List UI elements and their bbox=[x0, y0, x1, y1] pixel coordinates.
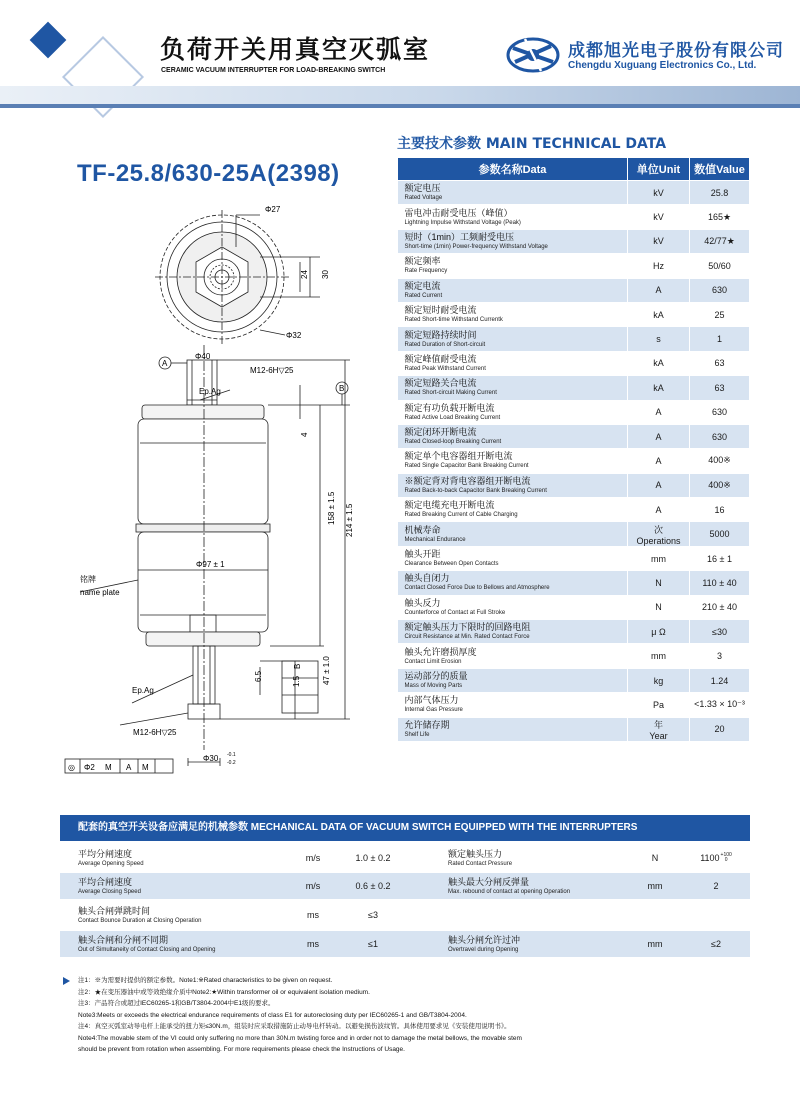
dim-24: 24 bbox=[300, 270, 309, 279]
mech-right-unit bbox=[628, 931, 682, 957]
mech-right-en: Rated Contact Pressure bbox=[448, 860, 513, 867]
mech-right-unit-text: N bbox=[651, 852, 659, 863]
param-name-en: Rated Peak Withstand Current bbox=[404, 365, 486, 372]
table-row bbox=[398, 620, 750, 644]
value-cell: 20 bbox=[690, 717, 750, 741]
param-name-cn: ※额定背对背电容器组开断电流 bbox=[404, 475, 531, 486]
value-cell: 110 ± 40 bbox=[690, 571, 750, 595]
unit-cell bbox=[628, 498, 690, 522]
unit-text: A bbox=[655, 407, 662, 418]
datum-a: A bbox=[162, 359, 168, 368]
param-name-en: Rated Breaking Current of Cable Charging bbox=[404, 512, 518, 519]
param-name-cn: 允许储存期 bbox=[404, 719, 450, 730]
param-name-en: Clearance Between Open Contacts bbox=[404, 561, 499, 568]
note-line: 注3：产品符合或超过IEC60265-1和GB/T3804-2004中E1级的要求。 bbox=[78, 1000, 275, 1007]
param-name-cn: 机械寿命 bbox=[404, 524, 441, 535]
param-name-cn: 额定有功负载开断电流 bbox=[404, 402, 495, 413]
table-row bbox=[398, 302, 750, 326]
value-cell: 63 bbox=[690, 351, 750, 375]
param-name-en: Rated Active Load Breaking Current bbox=[404, 414, 501, 421]
table-row bbox=[398, 571, 750, 595]
table-row bbox=[398, 278, 750, 302]
dim-d30bot: Φ30 bbox=[203, 754, 219, 763]
table-row bbox=[398, 400, 750, 424]
dim-4: 4 bbox=[300, 432, 309, 437]
param-name-en: Rated Back-to-back Capacitor Bank Breaking Current bbox=[404, 487, 547, 494]
note-line: should be prevent from rotation when assembling. For more requirements please check the Instructions of Usage. bbox=[78, 1046, 405, 1053]
note-line: 注4：真空灭弧室动导电杆上能承受的扭力矩≤30N.m，组装时应采取措施防止动导电杆转动。以避免损伤波纹管。具体使用要求见《安装使用说明书》。 bbox=[78, 1023, 511, 1030]
table-row bbox=[398, 693, 750, 717]
table-row bbox=[398, 546, 750, 570]
param-name-en: Rated Closed-loop Breaking Current bbox=[404, 439, 502, 446]
value-cell: 400※ bbox=[690, 473, 750, 497]
unit-text: kV bbox=[653, 187, 664, 198]
table-row bbox=[398, 424, 750, 448]
unit-text-2: Year bbox=[649, 730, 668, 741]
value-cell: 400※ bbox=[690, 449, 750, 473]
side-view bbox=[65, 345, 350, 773]
param-cell bbox=[398, 644, 628, 668]
mech-right-value bbox=[682, 845, 750, 871]
dim-d27: Φ27 bbox=[265, 205, 281, 214]
top-view bbox=[155, 210, 320, 345]
mech-left-value bbox=[338, 931, 408, 957]
param-cell bbox=[398, 571, 628, 595]
mech-right-value bbox=[682, 873, 750, 899]
dim-158: 158 ± 1.5 bbox=[327, 491, 336, 525]
header-value: 数值Value bbox=[690, 158, 750, 181]
mech-left-cn: 平均合闸速度 bbox=[78, 876, 133, 887]
param-name-cn: 额定电缆充电开断电流 bbox=[404, 500, 495, 511]
page-title-en: CERAMIC VACUUM INTERRUPTER FOR LOAD-BREAKING SWITCH bbox=[161, 67, 386, 74]
param-name-en: Rate Frequency bbox=[404, 268, 448, 275]
unit-text: kg bbox=[653, 675, 664, 686]
mech-right-param bbox=[448, 873, 628, 899]
mech-left-en: Out of Simultaneity of Contact Closing and Opening bbox=[78, 946, 216, 953]
gtol-val: Φ2 bbox=[84, 763, 95, 772]
param-cell bbox=[398, 400, 628, 424]
mech-right-en: Max. rebound of contact at opening Operation bbox=[448, 888, 571, 895]
param-name-en: Lightning Impulse Withstand Voltage (Peak) bbox=[404, 219, 521, 226]
param-name-cn: 内部气体压力 bbox=[404, 695, 459, 706]
dim-65: 6.5 bbox=[254, 670, 263, 682]
gtol-m2: M bbox=[142, 763, 149, 772]
unit-text: A bbox=[655, 431, 662, 442]
mech-left-value bbox=[338, 845, 408, 871]
value-cell: 63 bbox=[690, 376, 750, 400]
unit-text: Hz bbox=[653, 260, 664, 271]
dim-d30-tol-up: -0.1 bbox=[227, 752, 236, 758]
par-ref: B bbox=[293, 663, 302, 669]
param-name-en: Contact Closed Force Due to Bellows and Atmosphere bbox=[404, 585, 550, 592]
param-cell bbox=[398, 302, 628, 326]
param-name-cn: 触头反力 bbox=[404, 597, 441, 608]
value-cell: 5000 bbox=[690, 522, 750, 546]
param-name-en: Shelf Life bbox=[404, 731, 430, 738]
param-cell bbox=[398, 546, 628, 570]
mech-right-cn: 额定触头压力 bbox=[448, 848, 503, 859]
nameplate-en: name plate bbox=[80, 588, 120, 597]
param-name-en: Contact Limit Erosion bbox=[404, 658, 462, 665]
mech-left-en: Average Opening Speed bbox=[78, 860, 144, 867]
unit-text: kA bbox=[653, 382, 664, 393]
mech-left-param bbox=[78, 873, 288, 899]
header-band bbox=[0, 86, 800, 106]
unit-text-2: Operations bbox=[636, 535, 681, 546]
value-cell: 1.24 bbox=[690, 668, 750, 692]
table-header-row bbox=[398, 158, 750, 181]
model-number: TF-25.8/630-25A(2398) bbox=[77, 160, 340, 187]
param-name-cn: 额定频率 bbox=[404, 256, 441, 267]
param-cell bbox=[398, 254, 628, 278]
mech-right-en: Overtravel during Opening bbox=[448, 946, 519, 953]
param-name-cn: 触头允许磨损厚度 bbox=[404, 646, 477, 657]
interrupter-drawing bbox=[60, 195, 390, 795]
dim-d32: Φ32 bbox=[286, 331, 302, 340]
mech-left-value bbox=[338, 902, 408, 928]
unit-cell bbox=[628, 668, 690, 692]
note-line: 注2：★在变压器油中或等效绝缘介质中Note2:★Within transformer oil or equivalent isolation medium. bbox=[78, 988, 370, 996]
mech-right-unit bbox=[628, 845, 682, 871]
unit-text: mm bbox=[651, 553, 666, 564]
param-name-en: Mechanical Endurance bbox=[404, 536, 466, 543]
unit-cell bbox=[628, 376, 690, 400]
dim-30: 30 bbox=[321, 270, 330, 279]
param-name-en: Rated Short-time Withstand Currentk bbox=[404, 317, 503, 324]
table-row bbox=[398, 522, 750, 546]
table-row bbox=[398, 351, 750, 375]
mech-left-en: Contact Bounce Duration at Closing Operation bbox=[78, 917, 202, 924]
param-cell bbox=[398, 351, 628, 375]
mech-left-unit-text: ms bbox=[307, 909, 319, 920]
value-cell: 25 bbox=[690, 302, 750, 326]
value-cell: 1 bbox=[690, 327, 750, 351]
mech-left-value-text: 1.0 ± 0.2 bbox=[355, 852, 391, 863]
unit-text: kV bbox=[653, 236, 664, 247]
unit-cell bbox=[628, 571, 690, 595]
datum-b: B bbox=[339, 384, 345, 393]
mech-left-value-text: 0.6 ± 0.2 bbox=[355, 880, 391, 891]
mech-right-value bbox=[682, 931, 750, 957]
param-name-en: Internal Gas Pressure bbox=[404, 707, 463, 714]
param-name-cn: 额定单个电容器组开断电流 bbox=[404, 451, 513, 462]
par-val: 1.5 bbox=[292, 675, 301, 687]
notes bbox=[66, 975, 756, 1056]
dim-47: 47 ± 1.0 bbox=[322, 656, 331, 685]
dim-214: 214 ± 1.5 bbox=[345, 503, 354, 537]
unit-cell bbox=[628, 181, 690, 205]
param-cell bbox=[398, 181, 628, 205]
table-row bbox=[398, 254, 750, 278]
param-cell bbox=[398, 522, 628, 546]
param-name-cn: 额定触头压力下限时的回路电阻 bbox=[404, 622, 531, 633]
param-name-en: Mass of Moving Parts bbox=[404, 683, 463, 689]
mech-row bbox=[60, 873, 750, 899]
unit-text: A bbox=[655, 480, 662, 491]
tolerance-upper: +100 bbox=[720, 852, 732, 858]
table-row bbox=[398, 644, 750, 668]
header-unit: 单位Unit bbox=[628, 158, 690, 181]
table-row bbox=[398, 327, 750, 351]
value-cell: 42/77★ bbox=[690, 229, 750, 253]
mech-right-unit-text: mm bbox=[647, 880, 663, 891]
unit-text: μ Ω bbox=[651, 626, 666, 637]
company-name-cn: 成都旭光电子股份有限公司 bbox=[568, 41, 784, 61]
mech-right-cn: 触头分闸允许过冲 bbox=[448, 934, 521, 945]
param-name-cn: 额定短路持续时间 bbox=[404, 329, 477, 340]
table-row bbox=[398, 229, 750, 253]
unit-text: 次 bbox=[653, 524, 663, 535]
unit-text: kA bbox=[653, 358, 664, 369]
param-name-cn: 雷电冲击耐受电压（峰值） bbox=[404, 207, 513, 218]
value-cell: 25.8 bbox=[690, 181, 750, 205]
param-name-cn: 额定峰值耐受电流 bbox=[404, 353, 477, 364]
param-name-en: Rated Voltage bbox=[404, 195, 443, 202]
thread-top: M12-6H▽25 bbox=[250, 366, 294, 375]
mech-right-cn: 触头最大分闸反弹量 bbox=[448, 876, 530, 887]
unit-text: A bbox=[655, 285, 662, 296]
unit-text: mm bbox=[651, 651, 666, 662]
gtol-sym: ◎ bbox=[68, 763, 75, 772]
unit-text: N bbox=[655, 577, 662, 588]
mech-right-param bbox=[448, 931, 628, 957]
param-name-en: Circuit Resistance at Min. Rated Contact Force bbox=[404, 634, 530, 641]
param-cell bbox=[398, 449, 628, 473]
table-row bbox=[398, 376, 750, 400]
mech-left-cn: 触头合闸和分闸不同期 bbox=[78, 934, 169, 945]
main-technical-table bbox=[397, 157, 750, 742]
param-name-cn: 触头自闭力 bbox=[404, 573, 450, 584]
mech-left-value-text: ≤1 bbox=[368, 938, 378, 949]
dim-d30-tol-dn: -0.2 bbox=[227, 760, 236, 766]
header-diamond-icon bbox=[30, 22, 67, 59]
unit-cell bbox=[628, 717, 690, 741]
value-cell: 50/60 bbox=[690, 254, 750, 278]
unit-cell bbox=[628, 473, 690, 497]
nameplate-cn: 铭牌 bbox=[80, 575, 96, 584]
value-cell: 165★ bbox=[690, 205, 750, 229]
param-name-en: Short-time (1min) Power-frequency Withstand Voltage bbox=[404, 243, 548, 250]
company-name-en: Chengdu Xuguang Electronics Co., Ltd. bbox=[568, 60, 757, 71]
value-cell: 16 bbox=[690, 498, 750, 522]
thread-bot: M12-6H▽25 bbox=[133, 728, 177, 737]
param-name-en: Rated Short-circuit Making Current bbox=[404, 390, 497, 397]
epag-top: Ep.Ag bbox=[199, 387, 221, 396]
header-param: 参数名称Data bbox=[398, 158, 628, 181]
note-line: 注1：※为需要时提供的额定参数。Note1:※Rated characteristics to be given on request. bbox=[78, 977, 333, 984]
param-name-cn: 运动部分的质量 bbox=[404, 671, 468, 681]
unit-cell bbox=[628, 595, 690, 619]
unit-text: A bbox=[655, 455, 662, 466]
mech-left-cn: 触头合闸弹跳时间 bbox=[78, 905, 151, 916]
unit-cell bbox=[628, 449, 690, 473]
mech-left-unit-text: m/s bbox=[305, 880, 321, 891]
table-row bbox=[398, 181, 750, 205]
unit-text: kV bbox=[653, 212, 664, 223]
mechanical-table-title: 配套的真空开关设备应满足的机械参数 MECHANICAL DATA OF VACUUM SWITCH EQUIPPED WITH THE INTERRUPTERS bbox=[60, 815, 750, 841]
dim-d40: Φ40 bbox=[195, 352, 211, 361]
param-name-cn: 额定电流 bbox=[404, 280, 441, 291]
param-cell bbox=[398, 498, 628, 522]
value-cell: 16 ± 1 bbox=[690, 546, 750, 570]
tolerance-lower: 0 bbox=[724, 857, 728, 863]
unit-text: N bbox=[655, 602, 662, 613]
param-name-en: Rated Single Capacitor Bank Breaking Current bbox=[404, 463, 529, 470]
unit-cell bbox=[628, 278, 690, 302]
mech-right-unit-text: mm bbox=[647, 938, 663, 949]
notes-arrow-icon bbox=[63, 977, 70, 985]
param-cell bbox=[398, 229, 628, 253]
param-cell bbox=[398, 205, 628, 229]
mech-left-unit bbox=[288, 931, 338, 957]
table-row bbox=[398, 717, 750, 741]
unit-cell bbox=[628, 327, 690, 351]
unit-cell bbox=[628, 644, 690, 668]
note-line: Note4:The movable stem of the VI could only suffering no more than 30N.m twisting force and in order not to damage the metal bellows, the movable stem bbox=[78, 1034, 522, 1042]
company-logo-icon bbox=[505, 34, 561, 76]
unit-cell bbox=[628, 205, 690, 229]
unit-text: 年 bbox=[653, 719, 663, 730]
header-band-line bbox=[0, 104, 800, 108]
value-cell: ≤30 bbox=[690, 620, 750, 644]
param-cell bbox=[398, 376, 628, 400]
mech-right-value-text: 2 bbox=[713, 880, 719, 891]
mech-left-en: Average Closing Speed bbox=[78, 888, 141, 895]
mech-left-value bbox=[338, 873, 408, 899]
param-name-en: Counterforce of Contact at Full Stroke bbox=[404, 609, 506, 616]
page-title-cn: 负荷开关用真空灭弧室 bbox=[160, 35, 431, 64]
mech-row bbox=[60, 931, 750, 957]
param-name-cn: 额定短时耐受电流 bbox=[404, 305, 477, 316]
gtol-ref: A bbox=[126, 763, 132, 772]
mech-left-unit bbox=[288, 902, 338, 928]
mech-left-param bbox=[78, 931, 288, 957]
unit-cell bbox=[628, 424, 690, 448]
param-name-cn: 触头开距 bbox=[404, 549, 441, 560]
param-cell bbox=[398, 278, 628, 302]
param-name-cn: 额定闭环开断电流 bbox=[404, 427, 477, 438]
unit-cell bbox=[628, 229, 690, 253]
table-row bbox=[398, 595, 750, 619]
param-cell bbox=[398, 595, 628, 619]
param-name-cn: 短时（1min）工频耐受电压 bbox=[404, 231, 515, 242]
table-row bbox=[398, 498, 750, 522]
gtol-m: M bbox=[105, 763, 112, 772]
param-name-en: Rated Duration of Short-circuit bbox=[404, 341, 486, 348]
mech-right-value-text: 1100 bbox=[700, 852, 720, 863]
value-cell: 630 bbox=[690, 278, 750, 302]
value-cell: 630 bbox=[690, 400, 750, 424]
unit-cell bbox=[628, 400, 690, 424]
mech-left-unit-text: m/s bbox=[305, 852, 321, 863]
unit-text: s bbox=[656, 334, 661, 345]
param-cell bbox=[398, 424, 628, 448]
dim-d97: Φ97 ± 1 bbox=[196, 560, 225, 569]
mech-left-cn: 平均分闸速度 bbox=[78, 848, 133, 859]
main-table-title: 主要技术参数 MAIN TECHNICAL DATA bbox=[397, 136, 667, 152]
mech-row bbox=[60, 845, 750, 871]
unit-cell bbox=[628, 693, 690, 717]
unit-text: A bbox=[655, 504, 662, 515]
table-row bbox=[398, 668, 750, 692]
value-cell: 3 bbox=[690, 644, 750, 668]
mech-left-unit bbox=[288, 845, 338, 871]
unit-cell bbox=[628, 546, 690, 570]
mech-left-param bbox=[78, 845, 288, 871]
unit-cell bbox=[628, 351, 690, 375]
epag-bot: Ep.Ag bbox=[132, 686, 154, 695]
param-name-cn: 额定短路关合电流 bbox=[404, 378, 477, 389]
param-cell bbox=[398, 620, 628, 644]
unit-cell bbox=[628, 522, 690, 546]
table-row bbox=[398, 449, 750, 473]
unit-cell bbox=[628, 302, 690, 326]
unit-cell bbox=[628, 620, 690, 644]
param-cell bbox=[398, 693, 628, 717]
param-cell bbox=[398, 717, 628, 741]
param-name-cn: 额定电压 bbox=[404, 183, 441, 194]
value-cell: 630 bbox=[690, 424, 750, 448]
value-cell: <1.33 × 10⁻³ bbox=[690, 693, 750, 717]
unit-cell bbox=[628, 254, 690, 278]
mech-left-value-text: ≤3 bbox=[368, 909, 378, 920]
param-cell bbox=[398, 668, 628, 692]
mech-right-unit bbox=[628, 873, 682, 899]
unit-text: Pa bbox=[652, 699, 664, 710]
param-name-en: Rated Current bbox=[404, 292, 443, 299]
table-row bbox=[398, 473, 750, 497]
mech-row bbox=[60, 902, 750, 928]
mech-left-param bbox=[78, 902, 288, 928]
value-cell: 210 ± 40 bbox=[690, 595, 750, 619]
unit-text: kA bbox=[653, 309, 664, 320]
param-cell bbox=[398, 473, 628, 497]
table-row bbox=[398, 205, 750, 229]
param-cell bbox=[398, 327, 628, 351]
mech-right-param bbox=[448, 845, 628, 871]
note-line: Note3:Meets or exceeds the electrical endurance requirements of class E1 for autoreclosing duty per IEC60265-1 and GB/T3804-2004. bbox=[78, 1011, 467, 1019]
mech-left-unit bbox=[288, 873, 338, 899]
mech-right-value-text: ≤2 bbox=[711, 938, 721, 949]
mech-left-unit-text: ms bbox=[307, 938, 319, 949]
